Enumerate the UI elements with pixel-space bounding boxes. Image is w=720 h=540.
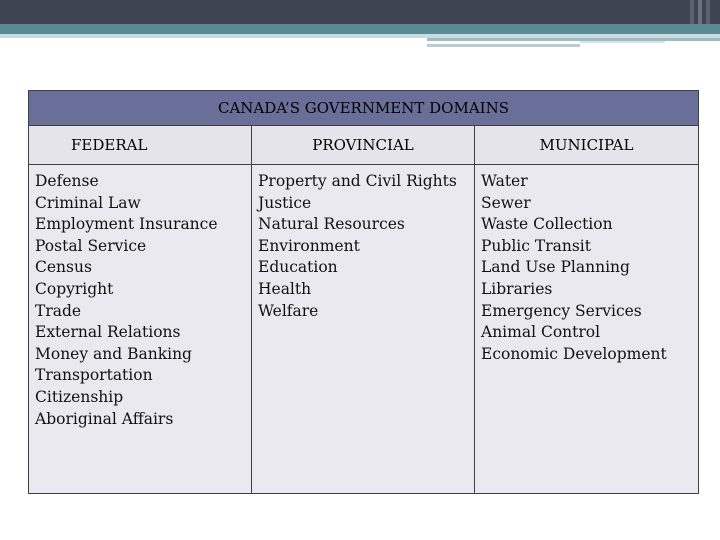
list-item: Welfare — [258, 301, 319, 320]
list-item: Health — [258, 279, 312, 298]
list-item: Animal Control — [481, 323, 601, 342]
list-item: Transportation — [35, 366, 153, 385]
list-item: Citizenship — [35, 387, 124, 406]
list-item: External Relations — [35, 323, 181, 342]
government-domains-table — [28, 90, 699, 494]
provincial-list-cell — [252, 165, 475, 494]
list-item: Census — [35, 258, 92, 277]
list-item: Land Use Planning — [481, 258, 630, 277]
list-item: Environment — [258, 236, 360, 255]
provincial-list — [258, 171, 474, 322]
decorative-line — [427, 38, 720, 41]
list-item: Education — [258, 258, 338, 277]
municipal-list — [481, 171, 698, 365]
column-header-municipal: MUNICIPAL — [475, 126, 699, 165]
list-item: Money and Banking — [35, 344, 192, 363]
header-row — [29, 126, 699, 165]
list-item: Sewer — [481, 193, 531, 212]
list-item: Emergency Services — [481, 301, 642, 320]
federal-list — [35, 171, 251, 430]
list-item: Aboriginal Affairs — [35, 409, 174, 428]
federal-list-cell — [29, 165, 252, 494]
list-item: Property and Civil Rights — [258, 172, 457, 190]
content-row — [29, 165, 699, 494]
list-item: Postal Service — [35, 236, 147, 255]
list-item: Justice — [258, 193, 312, 212]
list-item: Defense — [35, 172, 99, 190]
list-item: Waste Collection — [481, 215, 613, 234]
column-header-provincial: PROVINCIAL — [252, 126, 475, 165]
column-header-federal: FEDERAL — [29, 126, 252, 165]
list-item: Natural Resources — [258, 215, 405, 234]
list-item: Criminal Law — [35, 193, 141, 212]
list-item: Water — [481, 172, 528, 190]
slide-header-bar — [0, 0, 720, 24]
municipal-list-cell — [475, 165, 699, 494]
list-item: Economic Development — [481, 344, 667, 363]
list-item: Copyright — [35, 279, 114, 298]
slide-accent-bar — [0, 24, 720, 34]
list-item: Trade — [35, 301, 82, 320]
decorative-line — [427, 44, 580, 47]
decorative-line — [580, 41, 665, 43]
slide-header-accent — [690, 0, 720, 24]
list-item: Employment Insurance — [35, 215, 218, 234]
title-row — [29, 91, 699, 126]
table-title: CANADA’S GOVERNMENT DOMAINS — [29, 91, 699, 126]
list-item: Libraries — [481, 279, 553, 298]
list-item: Public Transit — [481, 236, 591, 255]
